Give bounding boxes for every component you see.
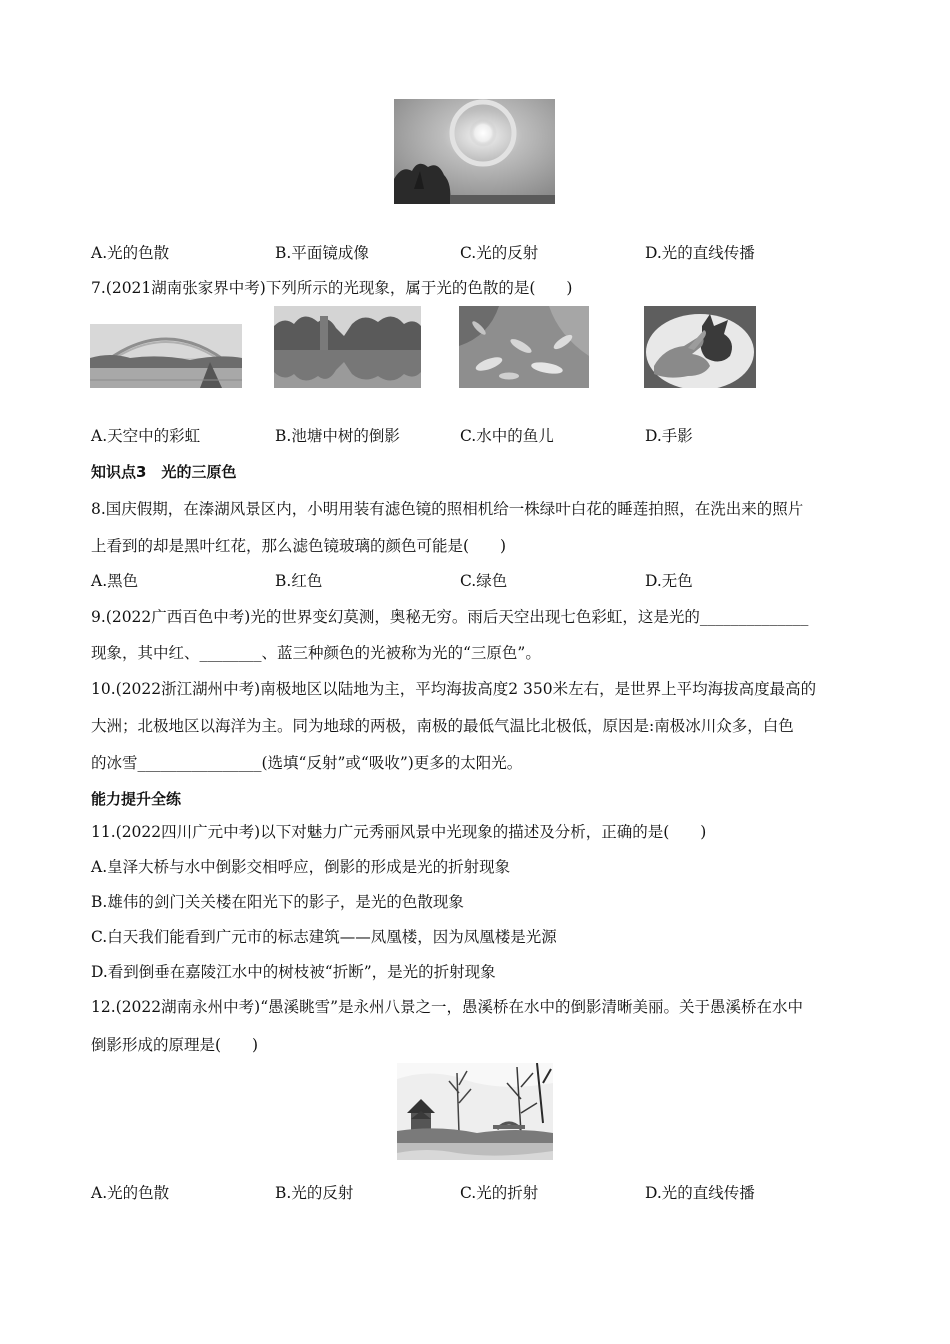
- q7-option-b: B.池塘中树的倒影: [275, 427, 400, 445]
- q9-line-2: 现象，其中红、________、蓝三种颜色的光被称为光的“三原色”。: [91, 644, 541, 662]
- q12-option-d: D.光的直线传播: [645, 1184, 755, 1202]
- q12-option-b: B.光的反射: [275, 1184, 354, 1202]
- q8-option-c: C.绿色: [460, 572, 508, 590]
- q10-line-3: 的冰雪________________(选填“反射”或“吸收”)更多的太阳光。: [91, 754, 523, 772]
- q7-option-c: C.水中的鱼儿: [460, 427, 554, 445]
- q11-stem: 11.(2022四川广元中考)以下对魅力广元秀丽风景中光现象的描述及分析，正确的是( ): [91, 823, 707, 841]
- q12-option-a: A.光的色散: [91, 1184, 170, 1202]
- fish-in-water-photo: [459, 306, 589, 388]
- snowy-bridge-photo: [397, 1063, 553, 1160]
- q6-option-b: B.平面镜成像: [275, 244, 369, 262]
- section-heading-ability: 能力提升全练: [91, 790, 182, 808]
- q7-option-a: A.天空中的彩虹: [91, 427, 201, 445]
- q6-option-d: D.光的直线传播: [645, 244, 755, 262]
- q11-option-d: D.看到倒垂在嘉陵江水中的树枝被“折断”，是光的折射现象: [91, 963, 496, 981]
- q8-option-a: A.黑色: [91, 572, 139, 590]
- pond-reflection-photo: [274, 306, 421, 388]
- rainbow-photo: [90, 324, 242, 388]
- q10-line-2: 大洲；北极地区以海洋为主。同为地球的两极，南极的最低气温比北极低，原因是:南极冰川众多，白色: [91, 717, 794, 735]
- section-heading-primary-colors: 知识点3 光的三原色: [91, 463, 237, 481]
- q8-option-b: B.红色: [275, 572, 323, 590]
- q12-line-2: 倒影形成的原理是( ): [91, 1036, 259, 1054]
- q12-option-c: C.光的折射: [460, 1184, 539, 1202]
- q10-line-1: 10.(2022浙江湖州中考)南极地区以陆地为主，平均海拔高度2 350米左右，是世界上平均海拔高度最高的: [91, 680, 817, 698]
- q11-option-a: A.皇泽大桥与水中倒影交相呼应，倒影的形成是光的折射现象: [91, 858, 511, 876]
- q8-line-1: 8.国庆假期，在溱湖风景区内，小明用装有滤色镜的照相机给一株绿叶白花的睡莲拍照，在洗出来的照片: [91, 500, 804, 518]
- q6-option-c: C.光的反射: [460, 244, 539, 262]
- q6-option-a: A.光的色散: [91, 244, 170, 262]
- sun-halo-photo: [394, 99, 555, 204]
- q7-stem: 7.(2021湖南张家界中考)下列所示的光现象，属于光的色散的是( ): [91, 279, 573, 297]
- q12-line-1: 12.(2022湖南永州中考)“愚溪眺雪”是永州八景之一，愚溪桥在水中的倒影清晰美丽。关于愚溪桥在水中: [91, 998, 804, 1016]
- hand-shadow-photo: [644, 306, 756, 388]
- q11-option-b: B.雄伟的剑门关关楼在阳光下的影子，是光的色散现象: [91, 893, 464, 911]
- q9-line-1: 9.(2022广西百色中考)光的世界变幻莫测，奥秘无穷。雨后天空出现七色彩虹，这是光的______________: [91, 608, 809, 626]
- q11-option-c: C.白天我们能看到广元市的标志建筑——凤凰楼，因为凤凰楼是光源: [91, 928, 557, 946]
- q7-option-d: D.手影: [645, 427, 693, 445]
- q8-line-2: 上看到的却是黑叶红花，那么滤色镜玻璃的颜色可能是( ): [91, 537, 507, 555]
- q8-option-d: D.无色: [645, 572, 693, 590]
